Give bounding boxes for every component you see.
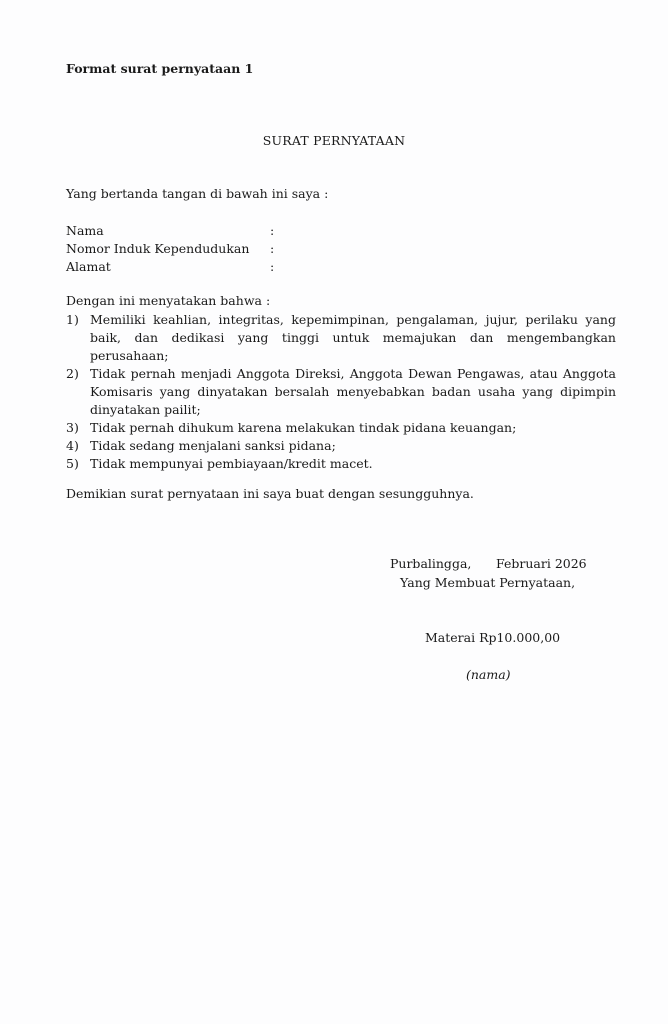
item-text: Tidak sedang menjalani sanksi pidana; [90, 438, 336, 453]
item-text: Memiliki keahlian, integritas, kepemimpinan, pengalaman, jujur, perilaku yang baik, dan dedikasi yang tinggi untuk memajukan dan mengembangkan perusahaan; [90, 312, 616, 363]
field-label: Alamat [66, 259, 111, 274]
field-colon: : [270, 259, 275, 274]
statement-lead: Dengan ini menyatakan bahwa : [66, 293, 271, 308]
item-number: 1) [66, 312, 79, 327]
intro-text: Yang bertanda tangan di bawah ini saya : [66, 186, 329, 201]
field-label: Nomor Induk Kependudukan [66, 241, 250, 256]
list-item [66, 455, 616, 473]
format-label: Format surat pernyataan 1 [66, 61, 254, 76]
sign-date: Februari 2026 [496, 556, 587, 571]
signature-block [390, 554, 587, 592]
item-number: 2) [66, 366, 79, 381]
materai-label: Materai Rp10.000,00 [425, 630, 561, 645]
field-row-nama [66, 222, 280, 240]
field-colon: : [270, 241, 275, 256]
item-number: 4) [66, 438, 79, 453]
sign-place: Purbalingga, [390, 556, 472, 571]
list-item [66, 437, 616, 455]
list-item [66, 311, 616, 365]
list-item [66, 419, 616, 437]
field-label: Nama [66, 223, 104, 238]
signer-name: (nama) [466, 667, 511, 682]
field-colon: : [270, 223, 275, 238]
item-text: Tidak pernah menjadi Anggota Direksi, Anggota Dewan Pengawas, atau Anggota Komisaris yang dinyatakan bersalah menyebabkan badan usaha yang dipimpin dinyatakan pailit; [90, 366, 616, 417]
item-number: 5) [66, 456, 79, 471]
sign-maker: Yang Membuat Pernyataan, [400, 575, 576, 590]
place-date-line [390, 554, 587, 573]
item-text: Tidak pernah dihukum karena melakukan tindak pidana keuangan; [90, 420, 517, 435]
item-text: Tidak mempunyai pembiayaan/kredit macet. [90, 456, 373, 471]
closing-text: Demikian surat pernyataan ini saya buat dengan sesungguhnya. [66, 486, 474, 501]
list-item [66, 365, 616, 419]
document-title: SURAT PERNYATAAN [262, 133, 406, 148]
item-number: 3) [66, 420, 79, 435]
statement-list [66, 311, 616, 473]
field-row-alamat [66, 258, 280, 276]
identity-fields [66, 222, 280, 276]
field-row-nik [66, 240, 280, 258]
